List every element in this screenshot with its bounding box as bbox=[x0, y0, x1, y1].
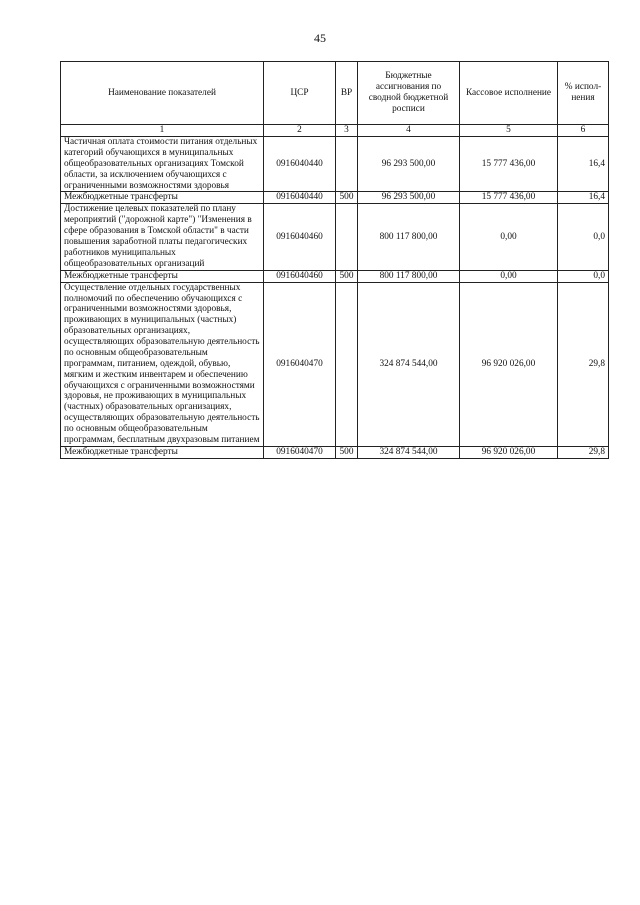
indicator-name: Межбюджетные трансферты bbox=[61, 270, 264, 282]
column-number: 6 bbox=[558, 125, 609, 137]
indicator-name: Осуществление отдельных государственных полномочий по обеспечению обучающихся с ограниченными возможностями здоровья, проживающих в муниципальных (частных) образовательных организациях, осуществляющих образовательную деятельность по основным общеобразовательным программам, питанием, одеждой, обувью, мягким и жестким инвентарем и обеспечению обучающихся с ограниченными возможностями здоровья, не проживающих в муниципальных (частных) образовательных организациях, осуществляющих образовательную деятельность по основным общеобразовательным программам, бесплатным двухразовым питанием bbox=[61, 282, 264, 446]
vr-code: 500 bbox=[336, 270, 358, 282]
execution-percent: 29,8 bbox=[558, 446, 609, 458]
vr-code: 500 bbox=[336, 446, 358, 458]
csr-code: 0916040460 bbox=[264, 270, 336, 282]
budget-assigned-amount: 96 293 500,00 bbox=[358, 192, 460, 204]
budget-assigned-amount: 96 293 500,00 bbox=[358, 137, 460, 192]
budget-execution-table bbox=[60, 61, 609, 459]
column-number: 5 bbox=[460, 125, 558, 137]
execution-percent: 0,0 bbox=[558, 270, 609, 282]
table-row bbox=[61, 446, 609, 458]
page-number: 45 bbox=[314, 31, 326, 45]
csr-code: 0916040470 bbox=[264, 282, 336, 446]
cash-executed-amount: 0,00 bbox=[460, 204, 558, 270]
vr-code bbox=[336, 204, 358, 270]
column-number: 2 bbox=[264, 125, 336, 137]
header-vr: ВР bbox=[336, 62, 358, 125]
execution-percent: 16,4 bbox=[558, 137, 609, 192]
indicator-name: Частичная оплата стоимости питания отдельных категорий обучающихся в муниципальных общеобразовательных организациях Томской области, за исключением обучающихся с ограниченными возможностями здоровья bbox=[61, 137, 264, 192]
vr-code bbox=[336, 282, 358, 446]
budget-assigned-amount: 800 117 800,00 bbox=[358, 270, 460, 282]
csr-code: 0916040460 bbox=[264, 204, 336, 270]
indicator-name: Межбюджетные трансферты bbox=[61, 192, 264, 204]
vr-code: 500 bbox=[336, 192, 358, 204]
budget-assigned-amount: 324 874 544,00 bbox=[358, 282, 460, 446]
header-execution-percent: % испол-нения bbox=[558, 62, 609, 125]
table-row bbox=[61, 137, 609, 192]
cash-executed-amount: 15 777 436,00 bbox=[460, 192, 558, 204]
cash-executed-amount: 15 777 436,00 bbox=[460, 137, 558, 192]
column-number: 3 bbox=[336, 125, 358, 137]
indicator-name: Межбюджетные трансферты bbox=[61, 446, 264, 458]
header-budget-assignments: Бюджетные ассигнования по сводной бюджетной росписи bbox=[358, 62, 460, 125]
budget-assigned-amount: 324 874 544,00 bbox=[358, 446, 460, 458]
table-row bbox=[61, 192, 609, 204]
execution-percent: 16,4 bbox=[558, 192, 609, 204]
execution-percent: 29,8 bbox=[558, 282, 609, 446]
csr-code: 0916040470 bbox=[264, 446, 336, 458]
table-row bbox=[61, 282, 609, 446]
column-number: 4 bbox=[358, 125, 460, 137]
cash-executed-amount: 96 920 026,00 bbox=[460, 446, 558, 458]
table-row bbox=[61, 204, 609, 270]
budget-assigned-amount: 800 117 800,00 bbox=[358, 204, 460, 270]
execution-percent: 0,0 bbox=[558, 204, 609, 270]
csr-code: 0916040440 bbox=[264, 137, 336, 192]
header-cash-execution: Кассовое исполнение bbox=[460, 62, 558, 125]
cash-executed-amount: 0,00 bbox=[460, 270, 558, 282]
indicator-name: Достижение целевых показателей по плану мероприятий ("дорожной карте") "Изменения в сфере образования в Томской области" в части повышения заработной платы педагогических работников муниципальных общеобразовательных организаций bbox=[61, 204, 264, 270]
cash-executed-amount: 96 920 026,00 bbox=[460, 282, 558, 446]
vr-code bbox=[336, 137, 358, 192]
column-number-row bbox=[61, 125, 609, 137]
table-row bbox=[61, 270, 609, 282]
header-csr: ЦСР bbox=[264, 62, 336, 125]
header-indicator-name: Наименование показателей bbox=[61, 62, 264, 125]
header-row bbox=[61, 62, 609, 125]
csr-code: 0916040440 bbox=[264, 192, 336, 204]
column-number: 1 bbox=[61, 125, 264, 137]
